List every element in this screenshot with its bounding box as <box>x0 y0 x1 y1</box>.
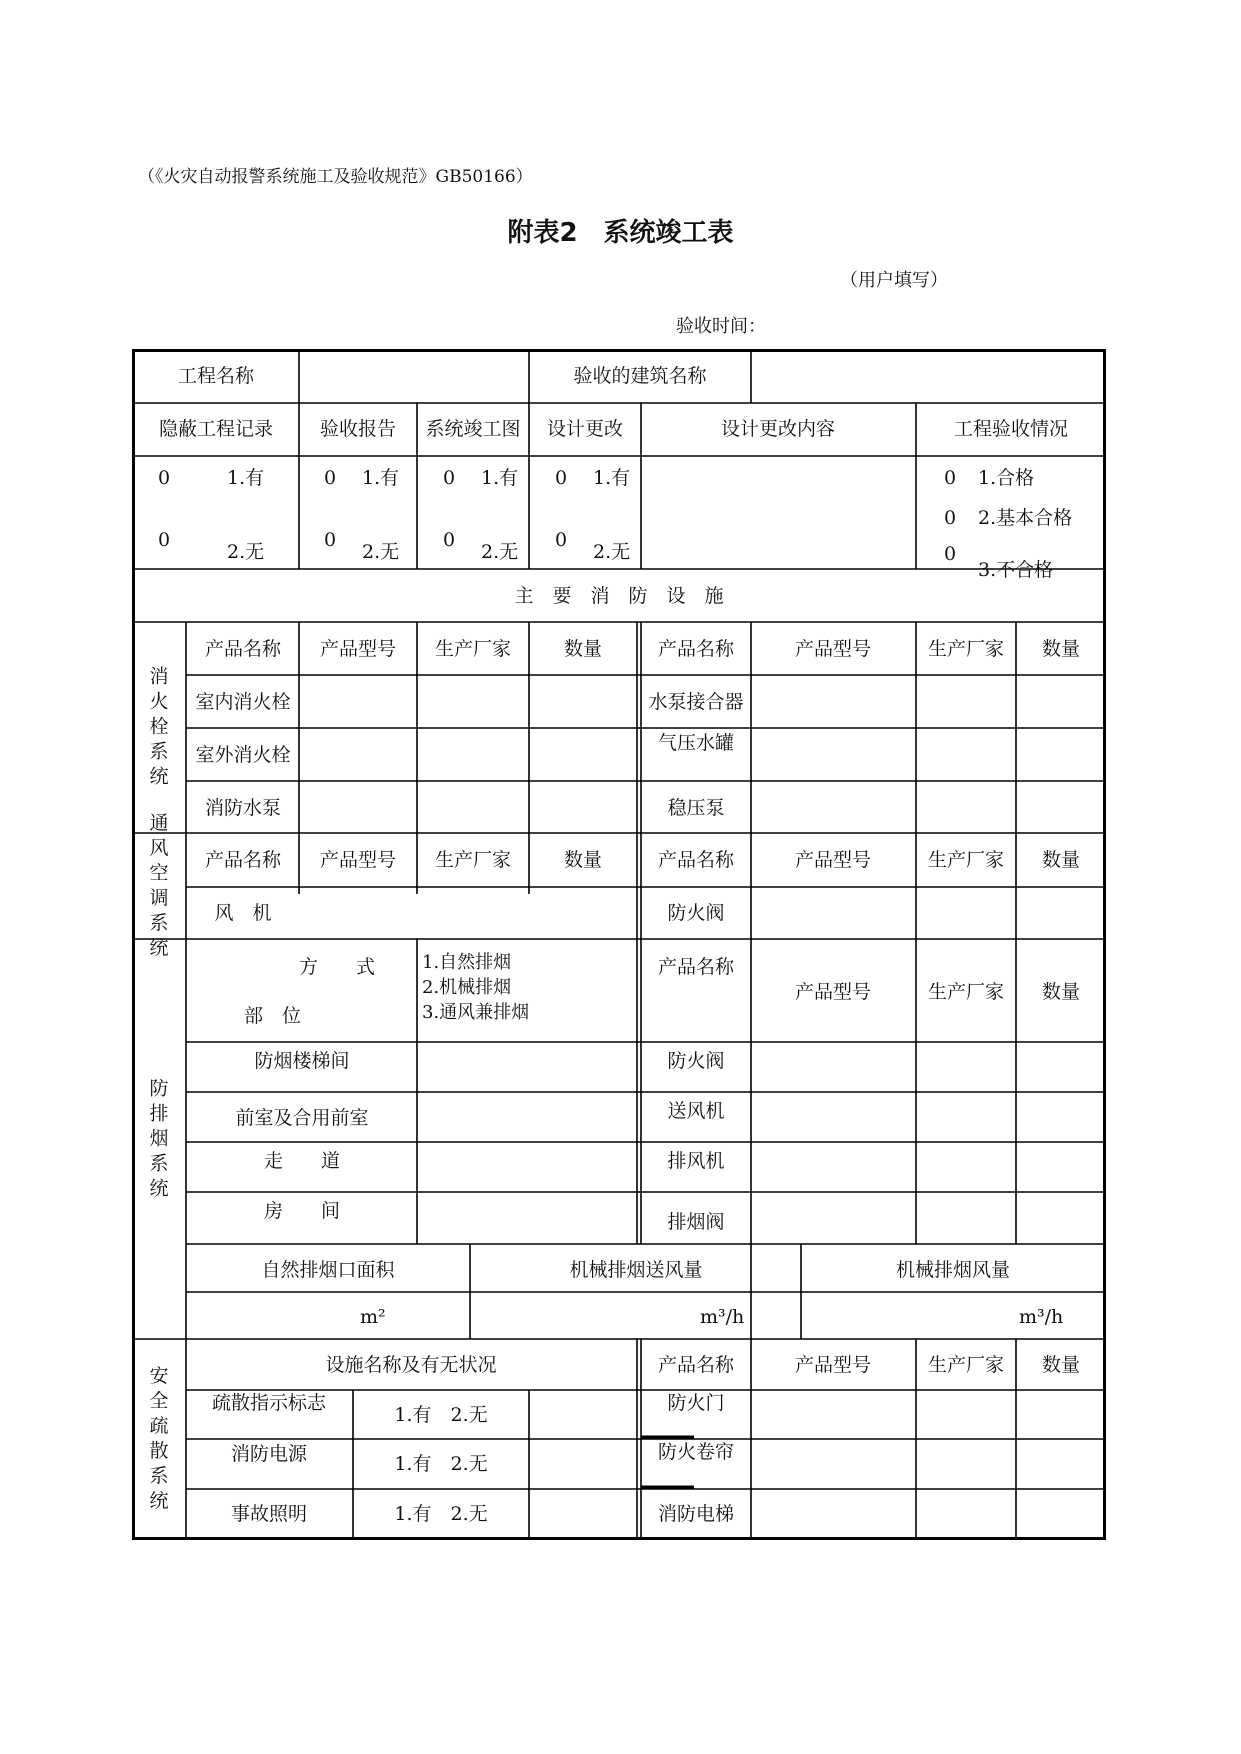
col-quantity: 数量 <box>1041 638 1081 660</box>
item-emergency-lighting: 事故照明 <box>230 1503 308 1525</box>
item-booster-pump: 稳压泵 <box>667 797 725 819</box>
option-checkbox[interactable]: 0 <box>944 543 957 565</box>
location-label: 部 位 <box>244 1005 302 1027</box>
unit-cubic-meter-per-hour: m³/h <box>700 1306 745 1328</box>
method-label: 方 式 <box>299 956 376 978</box>
project-name-field[interactable] <box>299 349 529 403</box>
header-acceptance-report: 验收报告 <box>319 418 397 440</box>
col-quantity: 数量 <box>1041 1354 1081 1376</box>
option-natural-smoke: 1.自然排烟 <box>422 952 512 973</box>
option-checkbox[interactable]: 0 <box>158 467 171 489</box>
col-manufacturer: 生产厂家 <box>927 849 1005 871</box>
item-fire-door: 防火门 <box>667 1392 725 1414</box>
item-fire-shutter: 防火卷帘 <box>657 1441 735 1463</box>
natural-vent-area-header: 自然排烟口面积 <box>261 1259 395 1281</box>
smoke-method-options <box>422 950 529 1025</box>
col-product-model: 产品型号 <box>794 849 872 871</box>
option-no: 2.无 <box>593 541 631 563</box>
item-corridor: 走 道 <box>263 1150 341 1172</box>
page-title: 附表2 系统竣工表 <box>507 218 734 248</box>
option-checkbox[interactable]: 0 <box>944 507 957 529</box>
col-product-model: 产品型号 <box>794 981 872 1003</box>
item-room: 房 间 <box>263 1200 341 1222</box>
col-manufacturer: 生产厂家 <box>927 981 1005 1003</box>
option-checkbox[interactable]: 0 <box>555 467 568 489</box>
unit-square-meter: m² <box>360 1306 386 1328</box>
col-product-model: 产品型号 <box>794 1354 872 1376</box>
col-product-model: 产品型号 <box>794 638 872 660</box>
option-no: 2.无 <box>481 541 519 563</box>
mech-supply-air-header: 机械排烟送风量 <box>569 1259 703 1281</box>
building-name-field[interactable] <box>751 349 1104 403</box>
design-change-content-field[interactable] <box>641 456 916 569</box>
option-yes: 1.有 <box>593 467 631 489</box>
option-checkbox[interactable]: 0 <box>324 529 337 551</box>
option-checkbox[interactable]: 0 <box>324 467 337 489</box>
building-name-label: 验收的建筑名称 <box>573 365 707 387</box>
option-ventilation-smoke: 3.通风兼排烟 <box>422 1002 530 1023</box>
col-product-name: 产品名称 <box>657 956 735 978</box>
option-no: 2.无 <box>362 541 400 563</box>
header-as-built-drawing: 系统竣工图 <box>425 418 521 440</box>
option-no: 2.无 <box>227 541 265 563</box>
standard-citation: （《火灾自动报警系统施工及验收规范》GB50166） <box>138 167 533 187</box>
item-indoor-hydrant: 室内消火栓 <box>195 691 291 713</box>
smoke-system-label: 防排烟系统 <box>149 1077 169 1200</box>
completion-table <box>132 349 1106 1540</box>
option-yes: 1.有 <box>227 467 265 489</box>
header-design-change-content: 设计更改内容 <box>720 418 836 440</box>
option-mechanical-smoke: 2.机械排烟 <box>422 977 512 998</box>
col-product-model: 产品型号 <box>319 849 397 871</box>
option-fail: 3.不合格 <box>978 559 1054 581</box>
item-fire-elevator: 消防电梯 <box>657 1503 735 1525</box>
col-product-name: 产品名称 <box>657 638 735 660</box>
main-facilities-title: 主 要 消 防 设 施 <box>514 585 724 607</box>
item-supply-fan: 送风机 <box>667 1100 725 1122</box>
option-checkbox[interactable]: 0 <box>944 467 957 489</box>
yes-no-option[interactable]: 1.有 2.无 <box>394 1404 488 1426</box>
option-yes: 1.有 <box>362 467 400 489</box>
option-checkbox[interactable]: 0 <box>443 467 456 489</box>
col-manufacturer: 生产厂家 <box>927 1354 1005 1376</box>
col-manufacturer: 生产厂家 <box>434 638 512 660</box>
option-yes: 1.有 <box>481 467 519 489</box>
col-quantity: 数量 <box>563 638 603 660</box>
col-manufacturer: 生产厂家 <box>434 849 512 871</box>
mech-exhaust-air-header: 机械排烟风量 <box>895 1259 1011 1281</box>
option-checkbox[interactable]: 0 <box>443 529 456 551</box>
unit-cubic-meter-per-hour: m³/h <box>1019 1306 1064 1328</box>
option-checkbox[interactable]: 0 <box>555 529 568 551</box>
header-design-change: 设计更改 <box>546 418 624 440</box>
yes-no-option[interactable]: 1.有 2.无 <box>394 1503 488 1525</box>
item-fire-power: 消防电源 <box>230 1443 308 1465</box>
hvac-system-label: 通风空调系统 <box>149 812 169 959</box>
item-smoke-stairwell: 防烟楼梯间 <box>254 1050 350 1072</box>
item-fire-pump: 消防水泵 <box>204 797 282 819</box>
col-product-name: 产品名称 <box>204 638 282 660</box>
col-quantity: 数量 <box>1041 849 1081 871</box>
facility-status-header: 设施名称及有无状况 <box>325 1354 497 1376</box>
item-pressure-tank: 气压水罐 <box>657 732 735 754</box>
item-fire-damper: 防火阀 <box>667 1050 725 1072</box>
item-fan: 风 机 <box>214 902 272 924</box>
evacuation-system-label: 安全疏散系统 <box>149 1365 169 1512</box>
filler-note: （用户填写） <box>840 270 948 291</box>
option-basic-pass: 2.基本合格 <box>978 507 1073 529</box>
item-pump-adapter: 水泵接合器 <box>648 691 744 713</box>
option-checkbox[interactable]: 0 <box>158 529 171 551</box>
item-exhaust-fan: 排风机 <box>667 1150 725 1172</box>
item-smoke-valve: 排烟阀 <box>667 1211 725 1233</box>
col-product-name: 产品名称 <box>657 1354 735 1376</box>
col-product-name: 产品名称 <box>204 849 282 871</box>
col-product-name: 产品名称 <box>657 849 735 871</box>
col-quantity: 数量 <box>1041 981 1081 1003</box>
acceptance-time-label: 验收时间： <box>676 316 766 337</box>
item-outdoor-hydrant: 室外消火栓 <box>195 744 291 766</box>
item-fire-damper: 防火阀 <box>667 902 725 924</box>
col-quantity: 数量 <box>563 849 603 871</box>
project-name-label: 工程名称 <box>177 365 255 387</box>
item-antechamber: 前室及合用前室 <box>235 1107 369 1129</box>
header-acceptance-status: 工程验收情况 <box>953 418 1069 440</box>
header-concealed-record: 隐蔽工程记录 <box>158 418 274 440</box>
hydrant-system-label: 消火栓系统 <box>149 665 169 788</box>
yes-no-option[interactable]: 1.有 2.无 <box>394 1453 488 1475</box>
option-pass: 1.合格 <box>978 467 1035 489</box>
col-product-model: 产品型号 <box>319 638 397 660</box>
item-evacuation-sign: 疏散指示标志 <box>211 1392 327 1414</box>
col-manufacturer: 生产厂家 <box>927 638 1005 660</box>
